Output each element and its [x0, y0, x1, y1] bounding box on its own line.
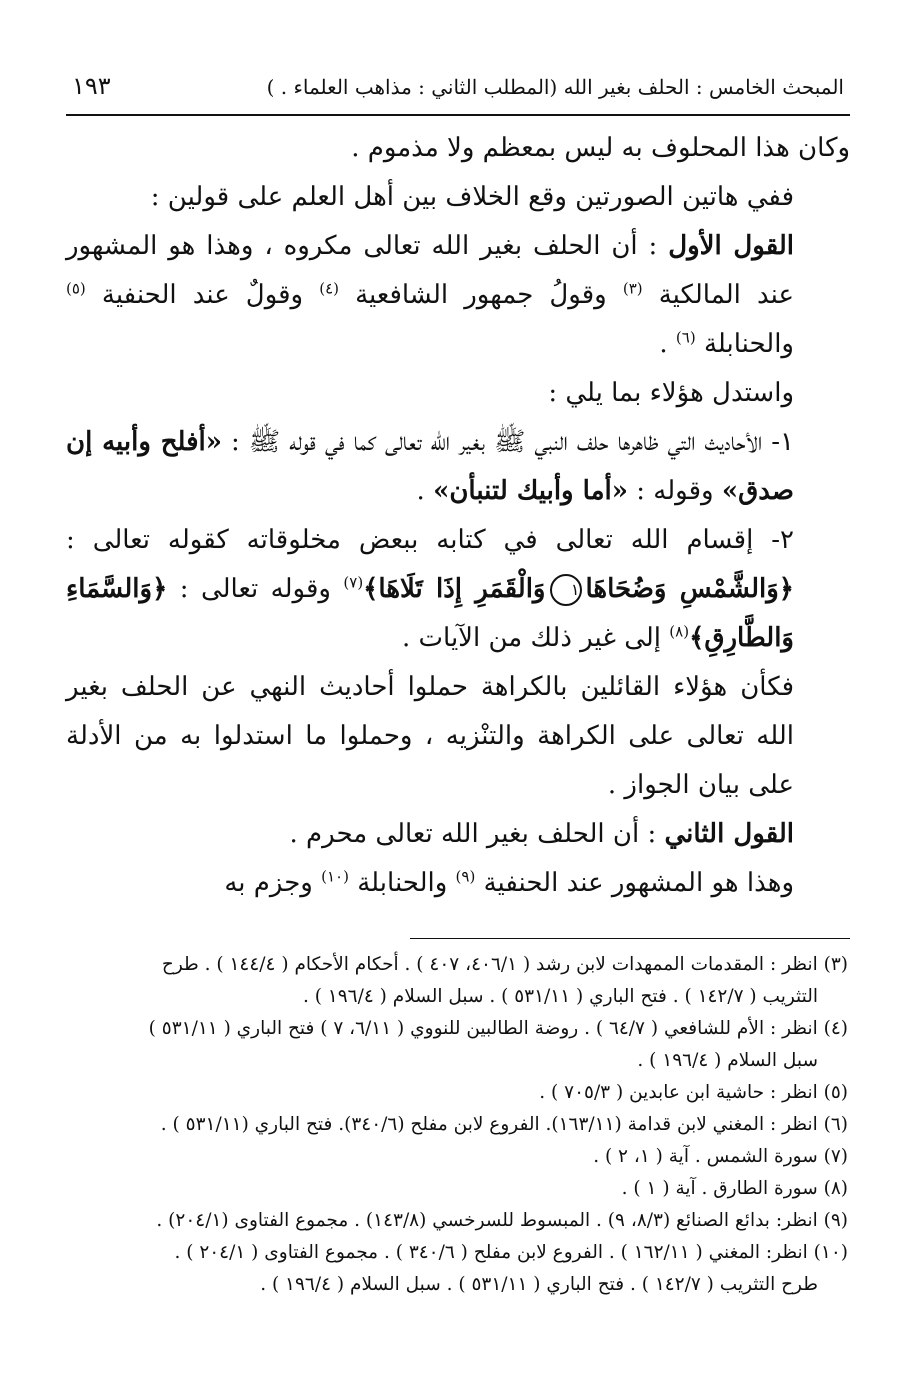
footnote-5 — [66, 1077, 850, 1109]
footnote-6 — [66, 1109, 850, 1141]
text-span: ٢- إقسام الله تعالى في كتابه ببعض مخلوقاته كقوله تعالى : — [66, 525, 794, 555]
footnote-line: التثريب ( ١٤٢/٧ ) . فتح الباري ( ٥٣١/١١ ) . سبل السلام ( ١٩٦/٤ ) . — [302, 986, 818, 1007]
text-span: والحنابلة — [348, 868, 456, 898]
footnote-line: (١٠) انظر: المغني ( ١٦٢/١١ ) . الفروع لابن مفلح ( ٣٤٠/٦ ) . مجموع الفتاوى ( ٢٠٤/١ ) . — [174, 1242, 848, 1263]
text-span: : أن الحلف بغير الله تعالى مكروه ، وهذا هو المشهور عند المالكية — [66, 231, 795, 310]
paragraph-evidence-1 — [66, 418, 850, 516]
footnote-ref: (٣) — [622, 279, 643, 298]
footnote-line: طرح التثريب ( ١٤٢/٧ ) . فتح الباري ( ٥٣١/١١ ) . سبل السلام ( ١٩٦/٤ ) . — [260, 1274, 818, 1295]
footnote-3 — [66, 949, 850, 1013]
footnote-ref: (٤) — [319, 279, 340, 298]
paragraph-second-opinion — [66, 810, 850, 859]
text-span: وقولُ جمهور الشافعية — [339, 280, 623, 310]
text-span: إلى غير ذلك من الآيات . — [402, 623, 670, 653]
paragraph: ففي هاتين الصورتين وقع الخلاف بين أهل العلم على قولين : — [150, 182, 794, 212]
footnote-ref: (٦) — [675, 328, 696, 347]
footnote-ref: (١٠) — [321, 867, 349, 886]
footnote-line: (٥) انظر : حاشية ابن عابدين ( ٧٠٥/٣ ) . — [539, 1082, 848, 1103]
footnote-line: سبل السلام ( ١٩٦/٤ ) . — [637, 1050, 818, 1071]
paragraph: وكان هذا المحلوف به ليس بمعظم ولا مذموم . — [351, 133, 850, 163]
paragraph: فكأن هؤلاء القائلين بالكراهة حملوا أحاديث النهي عن الحلف بغير الله تعالى على الكراهة والتنْزيه ، وحملوا ما استدلوا به من الأدلة على بيان الجواز . — [66, 672, 794, 800]
text-span: وجزم به — [224, 868, 322, 898]
footnote-ref: (٨) — [669, 622, 690, 641]
footnote-line: (٨) سورة الطارق . آية ( ١ ) . — [621, 1178, 848, 1199]
text-span: وقوله : — [628, 476, 722, 506]
page-number: ١٩٣ — [72, 72, 111, 100]
footnote-8 — [66, 1173, 850, 1205]
first-opinion-heading: القول الأول — [668, 231, 795, 261]
running-title: المبحث الخامس : الحلف بغير الله (المطلب الثاني : مذاهب العلماء . ) — [266, 75, 844, 99]
footnote-10 — [66, 1237, 850, 1301]
quran-verse: ﴿وَالشَّمْسِ وَضُحَاهَا — [585, 574, 795, 604]
hadith-quote: «أما وأبيك لتنبأن» — [433, 476, 628, 506]
footnote-ref: (٩) — [455, 867, 476, 886]
quran-verse: وَالْقَمَرِ إِذَا تَلَاهَا﴾ — [363, 574, 546, 604]
main-text — [66, 124, 850, 908]
footnote-line: (٤) انظر : الأم للشافعي ( ٦٤/٧ ) . روضة الطالبين للنووي ( ٦/١١، ٧ ) فتح الباري ( ٥٣١/١١ ) — [148, 1018, 848, 1039]
second-opinion-heading: القول الثاني — [664, 819, 794, 849]
text-span: وقولٌ عند الحنفية — [85, 280, 320, 310]
footnote-divider — [410, 938, 850, 939]
footnote-ref: (٥) — [66, 279, 86, 298]
paragraph-first-opinion — [66, 222, 850, 369]
book-page — [66, 72, 850, 1301]
running-header — [66, 72, 850, 116]
text-span: . — [416, 476, 434, 506]
quran-verse: ﴿وَالسَّمَاءِ وَالطَّارِقِ﴾ — [66, 574, 794, 653]
hadith-quote: «أفلح وأبيه إن صدق» — [66, 427, 794, 506]
verse-number-marker: ١ — [550, 574, 582, 606]
footnote-line: (٣) انظر : المقدمات الممهدات لابن رشد ( ٤٠٦/١، ٤٠٧ ) . أحكام الأحكام ( ١٤٤/٤ ) . طرح — [161, 954, 848, 975]
text-span: ١- الأحاديث التي ظاهرها حلف النبي ﷺ بغير الله تعالى كما في قوله ﷺ : — [222, 427, 795, 457]
text-span: وهذا هو المشهور عند الحنفية — [475, 868, 794, 898]
paragraph: واستدل هؤلاء بما يلي : — [548, 378, 794, 408]
text-span: وقوله تعالى : — [167, 574, 344, 604]
footnote-line: (٩) انظر: بدائع الصنائع (٨/٣، ٩) . المبسوط للسرخسي (١٤٣/٨) . مجموع الفتاوى (٢٠٤/١) . — [156, 1210, 848, 1231]
footnote-7 — [66, 1141, 850, 1173]
text-span: . — [659, 329, 676, 359]
footnotes — [66, 949, 850, 1301]
footnote-9 — [66, 1205, 850, 1237]
text-span: : أن الحلف بغير الله تعالى محرم . — [289, 819, 665, 849]
footnote-line: (٧) سورة الشمس . آية ( ١، ٢ ) . — [593, 1146, 848, 1167]
text-span: والحنابلة — [695, 329, 794, 359]
paragraph-evidence-2 — [66, 516, 850, 663]
footnote-ref: (٧) — [343, 573, 364, 592]
footnote-line: (٦) انظر : المغني لابن قدامة (١٦٣/١١). الفروع لابن مفلح (٣٤٠/٦). فتح الباري (٥٣١/١١ ) . — [160, 1114, 848, 1135]
paragraph — [66, 859, 850, 908]
footnote-4 — [66, 1013, 850, 1077]
